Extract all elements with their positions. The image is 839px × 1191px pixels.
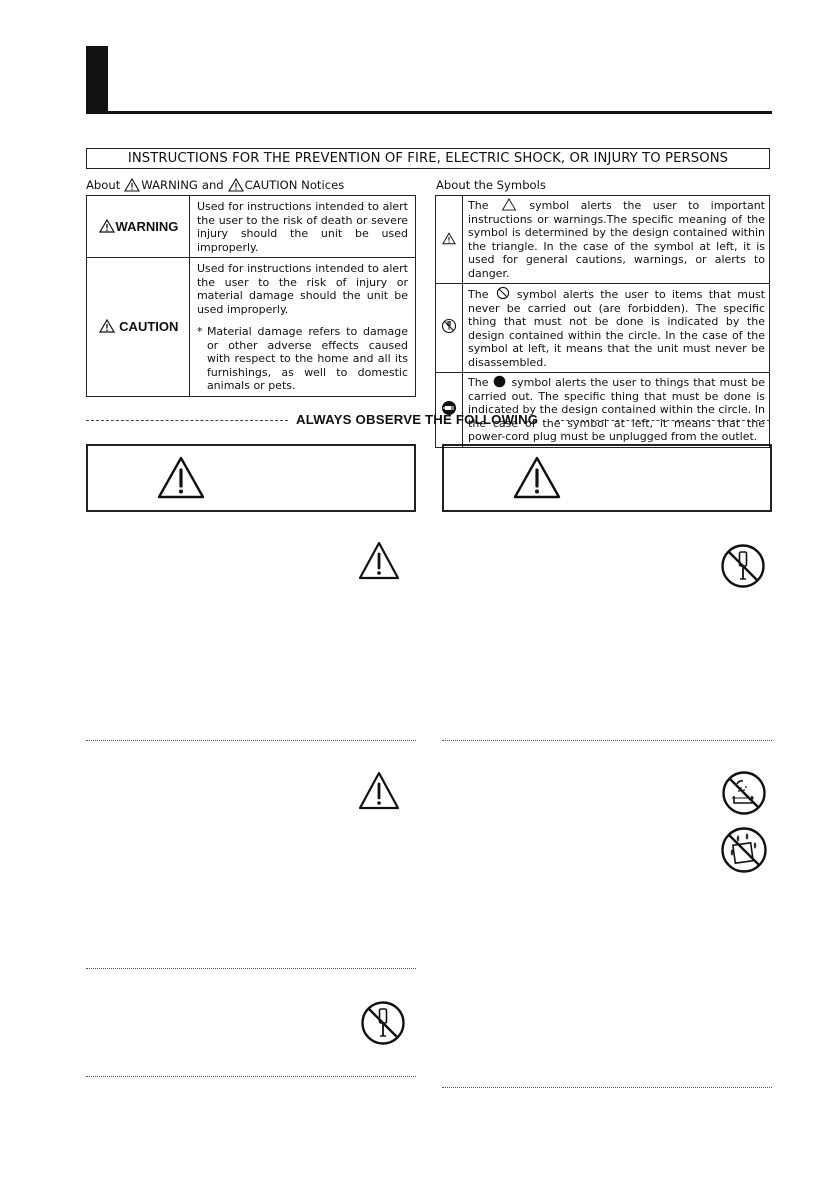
no-disassembly-icon <box>441 318 457 334</box>
section-divider <box>86 1076 416 1077</box>
header-rule <box>86 111 772 114</box>
footnote-star: * <box>196 325 203 338</box>
warning-triangle-icon <box>228 178 244 192</box>
caution-label: CAUTION <box>119 319 179 335</box>
no-water-icon <box>721 770 767 816</box>
symbols-table <box>435 195 770 448</box>
warning-triangle-icon <box>501 198 517 211</box>
caution-row <box>87 258 416 397</box>
symbol-row-prohibit <box>436 284 770 373</box>
instructions-title: INSTRUCTIONS FOR THE PREVENTION OF FIRE, ELECTRIC SHOCK, OR INJURY TO PERSONS <box>127 151 729 166</box>
warning-triangle-icon <box>99 219 115 233</box>
caution-footnote <box>197 325 408 393</box>
symbol-text-pre: The <box>468 288 489 301</box>
warning-triangle-icon <box>124 178 140 192</box>
filled-circle-icon <box>493 375 506 388</box>
symbol-row-triangle <box>436 196 770 284</box>
no-disassembly-icon <box>360 1000 406 1046</box>
about-notices-heading <box>86 178 344 192</box>
heading-about: About <box>86 178 121 192</box>
heading-warning: WARNING <box>141 178 198 192</box>
warning-row <box>87 196 416 258</box>
section-divider <box>86 740 416 741</box>
section-divider <box>442 1087 772 1088</box>
heading-caution: CAUTION Notices <box>244 178 345 192</box>
symbol-text-pre: The <box>468 376 489 389</box>
warning-text: Used for instructions intended to alert the user to the risk of death or severe injury should the unit be used improperly. <box>189 196 415 258</box>
symbol-text-pre: The <box>468 199 489 212</box>
symbol-icon-cell <box>436 284 463 373</box>
footnote-text: Material damage refers to damage or other adverse effects caused with respect to the home and all its furnishings, as well to domestic animals or pets. <box>206 325 408 392</box>
no-liquid-icon <box>720 826 768 874</box>
warning-box-left <box>86 444 416 512</box>
symbol-text-post: symbol alerts the user to important instructions or warnings.The specific meaning of the symbol is determined by the design contained within the triangle. In the case of the symbol at left, it is used for general cautions, warnings, or alerts to danger. <box>468 199 765 280</box>
divider-left <box>86 420 288 421</box>
no-disassembly-icon <box>720 543 766 589</box>
symbol-text <box>463 373 770 448</box>
warning-triangle-icon <box>357 540 401 582</box>
symbol-row-mandatory <box>436 373 770 448</box>
instructions-bar <box>86 148 770 169</box>
about-symbols-heading <box>436 178 546 192</box>
warning-triangle-icon <box>99 319 115 333</box>
warning-triangle-icon <box>357 770 401 812</box>
heading-about-symbols: About the Symbols <box>436 178 546 192</box>
symbol-text <box>463 284 770 373</box>
section-divider <box>86 968 416 969</box>
chapter-block <box>86 46 108 113</box>
prohibition-icon <box>496 286 510 300</box>
symbol-text <box>463 196 770 284</box>
symbol-icon-cell <box>436 196 463 284</box>
warning-box-right <box>442 444 772 512</box>
always-observe-heading: ALWAYS OBSERVE THE FOLLOWING <box>296 412 539 427</box>
symbol-text-post: symbol alerts the user to things that must be carried out. The specific thing that must be done is indicated by the design contained within the circle. In the case of the symbol at left, it means that the power-cord plug must be unplugged from the outlet. <box>468 376 766 443</box>
warning-label-cell <box>87 196 190 258</box>
warning-triangle-icon <box>156 455 206 500</box>
warning-label: WARNING <box>115 219 179 234</box>
notices-table <box>86 195 416 397</box>
warning-triangle-icon <box>442 232 456 245</box>
divider-right <box>556 420 770 421</box>
symbol-text-post: symbol alerts the user to items that must never be carried out (are forbidden). The specific thing that must not be done is indicated by the design contained within the circle. In the case of the symbol at left, it means that the unit must never be disassembled. <box>468 288 765 369</box>
heading-and: and <box>201 178 224 192</box>
caution-text-cell <box>189 258 415 397</box>
caution-text: Used for instructions intended to alert the user to the risk of injury or material damage should the unit be used improperly. <box>196 262 408 316</box>
caution-label-cell <box>87 258 190 397</box>
symbol-icon-cell <box>436 373 463 448</box>
warning-triangle-icon <box>512 455 562 500</box>
section-divider <box>442 740 772 741</box>
